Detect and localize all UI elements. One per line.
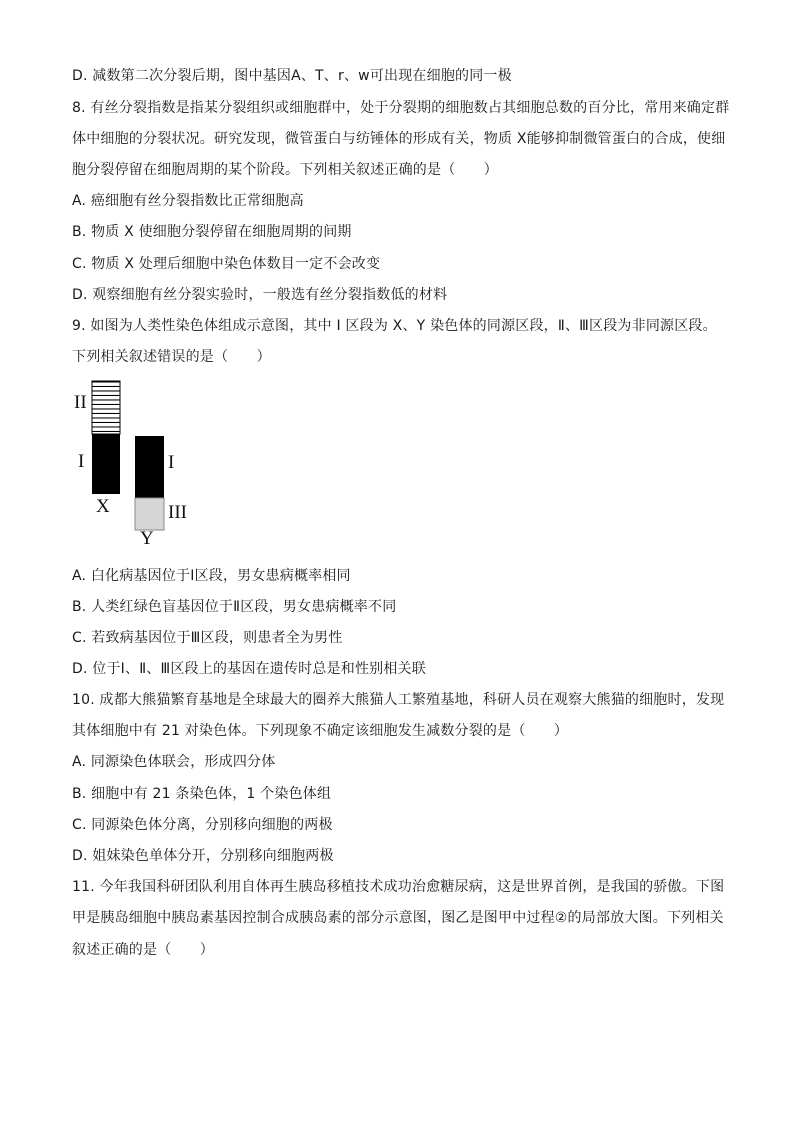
line-10: A. 白化病基因位于Ⅰ区段，男女患病概率相同: [72, 568, 351, 584]
line-1: 8. 有丝分裂指数是指某分裂组织或细胞群中，处于分裂期的细胞数占其细胞总数的百分比，常用来确定群: [72, 100, 730, 116]
label-i-y: I: [168, 452, 175, 473]
line-16: A. 同源染色体联会，形成四分体: [72, 754, 276, 770]
line-12: C. 若致病基因位于Ⅲ区段，则患者全为男性: [72, 630, 343, 646]
line-0: D. 减数第二次分裂后期，图中基因A、T、r、w可出现在细胞的同一极: [72, 68, 512, 84]
line-15: 其体细胞中有 21 对染色体。下列现象不确定该细胞发生减数分裂的是（ ）: [72, 723, 569, 739]
line-18: C. 同源染色体分离，分别移向细胞的两极: [72, 817, 333, 833]
line-19: D. 姐妹染色单体分开，分别移向细胞两极: [72, 848, 334, 864]
y-segment-iii: [135, 498, 164, 530]
y-segment-i: [135, 436, 164, 498]
label-i-x: I: [78, 451, 85, 472]
line-14: 10. 成都大熊猫繁育基地是全球最大的圈养大熊猫人工繁殖基地，科研人员在观察大熊猫的细胞时，发现: [72, 692, 725, 708]
line-2: 体中细胞的分裂状况。研究发现，微管蛋白与纺锤体的形成有关，物质 X能够抑制微管蛋白的合成，使细: [72, 131, 726, 147]
line-21: 甲是胰岛细胞中胰岛素基因控制合成胰岛素的部分示意图，图乙是图甲中过程②的局部放大图。下列相关: [72, 910, 724, 926]
line-5: B. 物质 X 使细胞分裂停留在细胞周期的间期: [72, 224, 352, 240]
x-segment-i: [92, 434, 120, 494]
line-20: 11. 今年我国科研团队利用自体再生胰岛移植技术成功治愈糖尿病，这是世界首例，是我国的骄傲。下图: [72, 879, 725, 895]
label-x: X: [96, 496, 110, 517]
label-y: Y: [140, 528, 154, 549]
x-segment-ii: [92, 381, 120, 434]
line-6: C. 物质 X 处理后细胞中染色体数目一定不会改变: [72, 256, 381, 272]
line-13: D. 位于Ⅰ、Ⅱ、Ⅲ区段上的基因在遗传时总是和性别相关联: [72, 661, 426, 677]
line-3: 胞分裂停留在细胞周期的某个阶段。下列相关叙述正确的是（ ）: [72, 162, 498, 178]
sex-chromosome-figure: [72, 378, 202, 553]
line-17: B. 细胞中有 21 条染色体，1 个染色体组: [72, 786, 332, 802]
line-8: 9. 如图为人类性染色体组成示意图，其中 I 区段为 X、Y 染色体的同源区段，Ⅱ、Ⅲ区段为非同源区段。: [72, 318, 717, 334]
label-ii: II: [74, 392, 87, 413]
line-7: D. 观察细胞有丝分裂实验时，一般选有丝分裂指数低的材料: [72, 287, 448, 303]
line-11: B. 人类红绿色盲基因位于Ⅱ区段，男女患病概率不同: [72, 599, 397, 615]
label-iii: III: [168, 502, 187, 523]
line-4: A. 癌细胞有丝分裂指数比正常细胞高: [72, 193, 304, 209]
line-9: 下列相关叙述错误的是（ ）: [72, 349, 271, 365]
chromosome-diagram: [72, 378, 202, 553]
line-22: 叙述正确的是（ ）: [72, 942, 214, 958]
